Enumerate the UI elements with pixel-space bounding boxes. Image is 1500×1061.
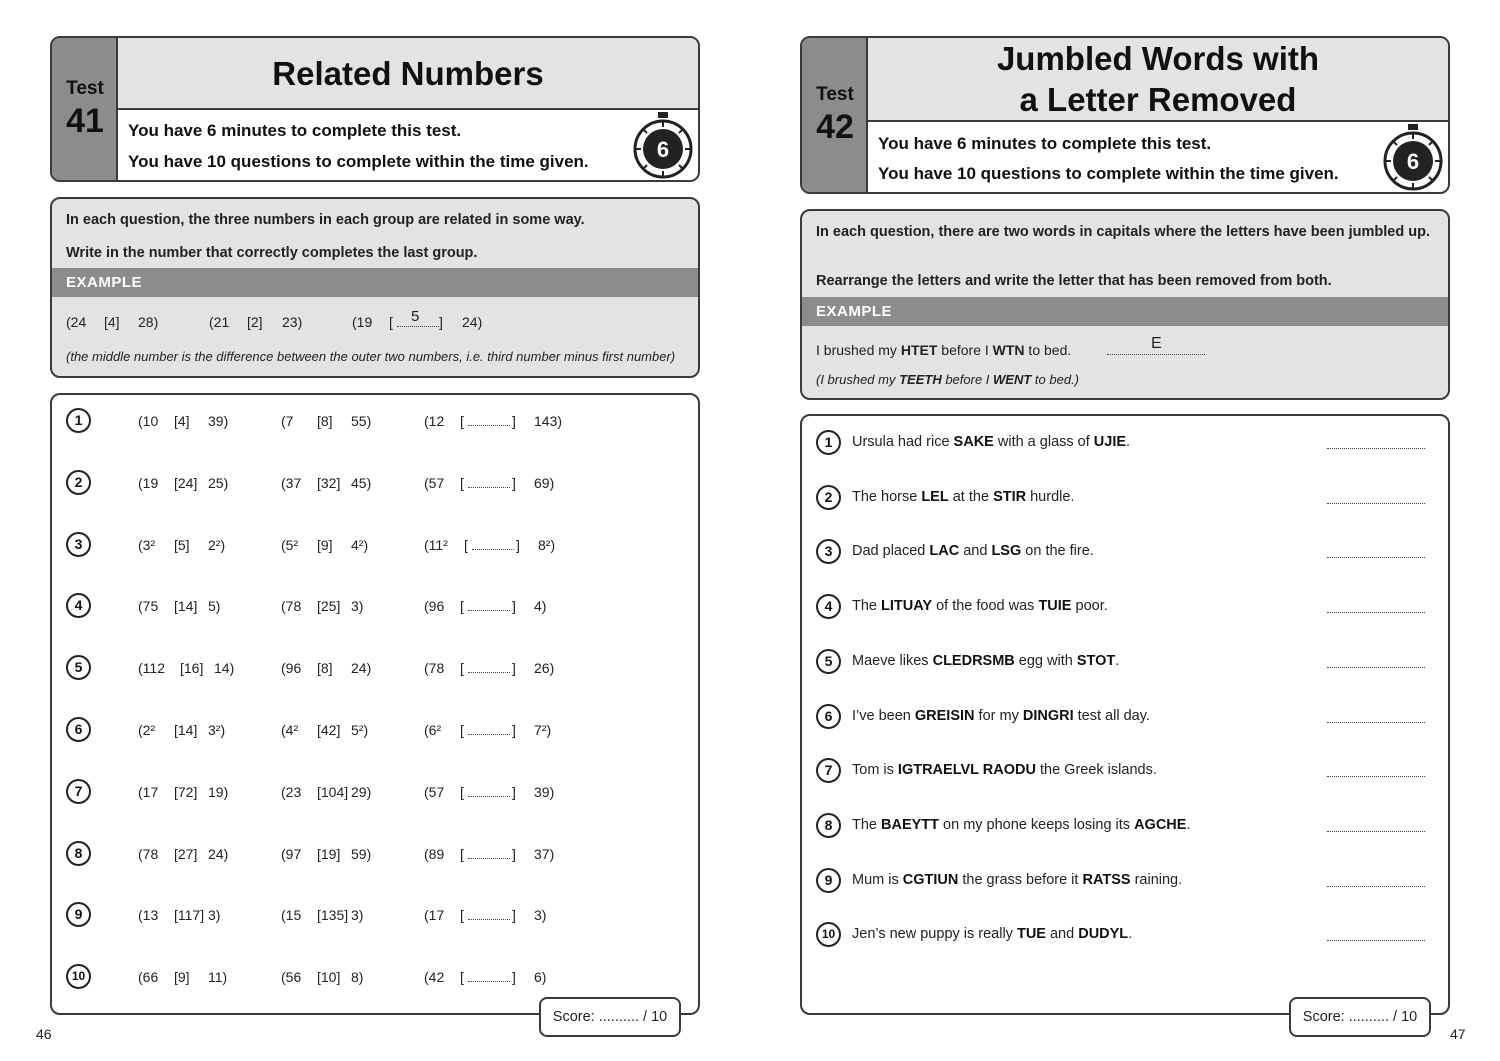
example-group-1-b: [4] xyxy=(104,314,120,330)
jumbled-word: GREISIN xyxy=(914,707,975,724)
example-group-2-b: [2] xyxy=(247,314,263,330)
jumbled-word: BAEYTT xyxy=(881,816,940,833)
jumbled-word: HTET xyxy=(900,342,938,358)
example-group-3-a: (19 xyxy=(352,314,373,330)
group-value: 39) xyxy=(534,783,555,800)
group-value: [117] xyxy=(174,907,205,924)
number-group xyxy=(281,413,411,431)
title-area xyxy=(868,38,1448,122)
example-group-2-a: (21 xyxy=(209,314,230,330)
answer-bracket-close: ] xyxy=(512,474,516,491)
number-group xyxy=(138,846,268,864)
sentence-text: I’ve been xyxy=(852,707,915,724)
jumbled-word: LSG xyxy=(991,543,1022,560)
example-group-3-c: 24) xyxy=(462,314,483,330)
test-number: 42 xyxy=(816,108,854,146)
number-group xyxy=(281,598,411,616)
jumbled-word: LEL xyxy=(921,488,949,505)
instructions-box xyxy=(50,197,700,378)
question-number: 8 xyxy=(816,813,841,838)
question-sentence xyxy=(852,708,1150,724)
example-bracket-close: ] xyxy=(439,314,443,330)
number-group xyxy=(281,969,411,987)
group-value: 14) xyxy=(214,660,235,677)
sentence-text: with a glass of xyxy=(993,434,1094,450)
title-line-2: a Letter Removed xyxy=(1019,81,1297,118)
question-sentence xyxy=(852,872,1182,888)
sentence-text: to bed. xyxy=(1024,342,1072,358)
jumbled-word: IGTRAELVL RAODU xyxy=(897,762,1036,779)
sentence-text: the Greek islands. xyxy=(1035,762,1157,779)
group-value: (7 xyxy=(281,413,294,429)
answer-input-line[interactable] xyxy=(468,786,510,797)
question-sentence xyxy=(852,489,1074,505)
group-value: (4² xyxy=(281,722,299,738)
group-value: (17 xyxy=(424,907,445,924)
group-value: [5] xyxy=(174,536,190,553)
question-count-text: You have 10 questions to complete within the time given. xyxy=(128,152,589,171)
test-41-header xyxy=(50,36,700,182)
answer-input-line[interactable] xyxy=(468,909,510,920)
sentence-text: The xyxy=(852,816,882,833)
group-value: 3) xyxy=(351,907,364,924)
sentence-text: . xyxy=(1186,816,1191,833)
answer-input-line[interactable] xyxy=(1327,612,1425,613)
jumbled-word: STOT xyxy=(1076,652,1116,669)
sentence-text: and xyxy=(959,543,992,560)
question-number: 1 xyxy=(66,408,91,433)
group-value: (37 xyxy=(281,474,302,491)
test-tab xyxy=(802,38,868,192)
question-sentence xyxy=(852,434,1130,450)
group-value: (13 xyxy=(138,907,159,924)
sentence-text: Maeve likes xyxy=(852,652,933,669)
group-value: (57 xyxy=(424,474,445,491)
group-value: 5²) xyxy=(351,722,369,738)
question-number: 3 xyxy=(66,532,91,557)
question-number: 2 xyxy=(66,470,91,495)
group-value: 24) xyxy=(351,660,372,677)
title-line-1: Jumbled Words with xyxy=(996,40,1320,77)
jumbled-word: CLEDRSMB xyxy=(932,652,1015,669)
sentence-text: Jen’s new puppy is really xyxy=(852,926,1017,943)
group-value: 59) xyxy=(351,845,372,862)
group-value: 5) xyxy=(208,598,221,615)
question-number: 8 xyxy=(66,841,91,866)
question-sentence xyxy=(852,926,1132,942)
group-value: [42] xyxy=(317,722,341,738)
sentence-text: Mum is xyxy=(852,871,903,888)
group-value: 55) xyxy=(351,413,372,429)
sentence-text: . xyxy=(1115,652,1120,669)
answer-group xyxy=(424,722,584,740)
sentence-text: hurdle. xyxy=(1026,488,1075,505)
group-value: 6) xyxy=(534,969,547,986)
sentence-text: poor. xyxy=(1071,598,1108,615)
question-number: 7 xyxy=(66,779,91,804)
sentence-text: The xyxy=(852,598,882,615)
question-number: 5 xyxy=(816,649,841,674)
answer-bracket-open: [ xyxy=(460,907,464,924)
timer-value: 6 xyxy=(656,137,670,162)
sentence-text: Ursula had rice xyxy=(852,434,954,450)
sentence-text: . xyxy=(1126,434,1131,450)
group-value: 25) xyxy=(208,474,229,491)
jumbled-word: DUDYL xyxy=(1078,926,1129,943)
answer-group xyxy=(424,907,584,925)
question-number: 4 xyxy=(816,594,841,619)
test-label: Test xyxy=(816,84,854,105)
answer-bracket-close: ] xyxy=(512,598,516,615)
question-number: 4 xyxy=(66,593,91,618)
group-value: [16] xyxy=(180,660,204,677)
answer-input-line[interactable] xyxy=(468,662,510,673)
sentence-text: . xyxy=(1128,926,1133,943)
answer-input-line[interactable] xyxy=(468,848,510,859)
sentence-text: the grass before it xyxy=(958,871,1083,888)
answer-bracket-close: ] xyxy=(512,722,516,738)
group-value: (11² xyxy=(424,536,448,553)
example-bracket-open: [ xyxy=(389,314,393,330)
answer-bracket-open: [ xyxy=(460,845,464,862)
question-number: 10 xyxy=(66,964,91,989)
group-value: (97 xyxy=(281,845,302,862)
group-value: 8) xyxy=(351,969,364,986)
jumbled-word: DINGRI xyxy=(1022,707,1074,724)
sentence-text: I brushed my xyxy=(816,342,901,358)
group-value: 3) xyxy=(534,907,547,924)
jumbled-word: LAC xyxy=(929,543,960,560)
answer-group xyxy=(424,537,584,555)
sentence-text: before I xyxy=(937,342,993,358)
example-group-2-c: 23) xyxy=(282,314,303,330)
example-group-1-a: (24 xyxy=(66,314,87,330)
group-value: [25] xyxy=(317,598,341,615)
answer-input-line[interactable] xyxy=(1327,831,1425,832)
question-number: 7 xyxy=(816,758,841,783)
test-tab xyxy=(52,38,118,180)
sentence-text: before I xyxy=(941,372,994,387)
jumbled-word: WTN xyxy=(992,342,1025,358)
group-value: (15 xyxy=(281,907,302,924)
group-value: 4) xyxy=(534,598,547,615)
number-group xyxy=(138,907,268,925)
instructions-box xyxy=(800,209,1450,400)
answer-input-line[interactable] xyxy=(1327,448,1425,449)
group-value: [10] xyxy=(317,969,341,986)
group-value: 69) xyxy=(534,474,555,491)
group-value: 2²) xyxy=(208,536,226,553)
answer-input-line[interactable] xyxy=(1327,776,1425,777)
score-box: Score: .......... / 10 xyxy=(1289,997,1431,1037)
example-groups xyxy=(66,308,686,334)
number-group xyxy=(281,722,411,740)
group-value: [9] xyxy=(317,536,333,553)
example-label: EXAMPLE xyxy=(802,297,1448,326)
question-sentence xyxy=(852,543,1094,559)
number-group xyxy=(138,660,268,678)
group-value: [104] xyxy=(317,783,349,800)
number-group xyxy=(281,846,411,864)
group-value: 3) xyxy=(208,907,221,924)
number-group xyxy=(138,537,268,555)
question-number: 10 xyxy=(816,922,841,947)
group-value: (5² xyxy=(281,536,299,553)
questions-box xyxy=(50,393,700,1015)
group-value: 143) xyxy=(534,413,563,429)
group-value: [24] xyxy=(174,474,198,491)
instruction-1: In each question, the three numbers in each group are related in some way. xyxy=(66,212,585,228)
answer-group xyxy=(424,846,584,864)
group-value: [32] xyxy=(317,474,341,491)
jumbled-word: TUE xyxy=(1016,926,1046,943)
group-value: 8²) xyxy=(538,536,556,553)
question-number: 1 xyxy=(816,430,841,455)
answer-input-line[interactable] xyxy=(1327,886,1425,887)
sentence-text: Dad placed xyxy=(852,543,930,560)
answer-bracket-open: [ xyxy=(460,413,464,429)
number-group xyxy=(281,537,411,555)
number-group xyxy=(138,413,268,431)
instruction-2: Rearrange the letters and write the letter that has been removed from both. xyxy=(816,273,1332,289)
group-value: 37) xyxy=(534,845,555,862)
answer-input-line[interactable] xyxy=(468,971,510,982)
question-number: 3 xyxy=(816,539,841,564)
group-value: (78 xyxy=(138,845,159,862)
group-value: (75 xyxy=(138,598,159,615)
answer-input-line[interactable] xyxy=(1327,722,1425,723)
sentence-text: raining. xyxy=(1130,871,1183,888)
number-group xyxy=(281,784,411,802)
group-value: 3²) xyxy=(208,722,226,738)
group-value: 3) xyxy=(351,598,364,615)
group-value: (3² xyxy=(138,536,156,553)
group-value: 26) xyxy=(534,660,555,677)
title-area xyxy=(118,38,698,110)
jumbled-word: CGTIUN xyxy=(902,871,959,888)
page-number: 47 xyxy=(1450,1026,1466,1042)
jumbled-word: SAKE xyxy=(953,434,994,450)
number-group xyxy=(281,907,411,925)
answer-bracket-open: [ xyxy=(460,660,464,677)
question-sentence xyxy=(852,653,1119,669)
answer-bracket-open: [ xyxy=(460,783,464,800)
answer-input-line[interactable] xyxy=(468,600,510,611)
answer-bracket-close: ] xyxy=(512,907,516,924)
group-value: [14] xyxy=(174,598,198,615)
example-group-1-c: 28) xyxy=(138,314,159,330)
jumbled-word: STIR xyxy=(993,488,1027,505)
answer-group xyxy=(424,413,584,431)
jumbled-word: LITUAY xyxy=(881,598,933,615)
group-value: (112 xyxy=(138,660,165,677)
question-number: 9 xyxy=(816,868,841,893)
number-group xyxy=(138,598,268,616)
group-value: (96 xyxy=(281,660,302,677)
answer-bracket-open: [ xyxy=(460,722,464,738)
group-value: (96 xyxy=(424,598,445,615)
sentence-text: to bed.) xyxy=(1031,372,1080,387)
group-value: (66 xyxy=(138,969,159,986)
answer-input-line[interactable] xyxy=(1327,940,1425,941)
example-note xyxy=(816,372,1079,387)
group-value: (56 xyxy=(281,969,302,986)
page-title: Related Numbers xyxy=(272,54,544,92)
group-value: 29) xyxy=(351,783,372,800)
answer-bracket-close: ] xyxy=(512,413,516,429)
answer-bracket-close: ] xyxy=(512,660,516,677)
jumbled-word: AGCHE xyxy=(1134,816,1187,833)
answer-group xyxy=(424,969,584,987)
score-box: Score: .......... / 10 xyxy=(539,997,681,1037)
stopwatch-icon xyxy=(632,110,694,180)
group-value: [8] xyxy=(317,660,333,677)
answer-bracket-open: [ xyxy=(460,969,464,986)
answer-bracket-close: ] xyxy=(512,783,516,800)
answer-input-line[interactable] xyxy=(472,539,514,550)
jumbled-word: TEETH xyxy=(899,372,942,387)
question-number: 5 xyxy=(66,655,91,680)
sentence-text: on the fire. xyxy=(1021,543,1094,560)
jumbled-word: WENT xyxy=(993,372,1032,387)
sentence-text: on my phone keeps losing its xyxy=(939,816,1135,833)
time-limit-text: You have 6 minutes to complete this test. xyxy=(128,121,462,140)
answer-bracket-open: [ xyxy=(460,474,464,491)
group-value: (17 xyxy=(138,783,159,800)
question-sentence xyxy=(852,762,1157,778)
number-group xyxy=(138,969,268,987)
group-value: (23 xyxy=(281,783,302,800)
answer-bracket-close: ] xyxy=(516,536,520,553)
number-group xyxy=(281,475,411,493)
test-number: 41 xyxy=(66,102,104,140)
sentence-text: at the xyxy=(948,488,994,505)
number-group xyxy=(138,722,268,740)
answer-input-line[interactable] xyxy=(1327,503,1425,504)
answer-input-line[interactable] xyxy=(468,415,510,426)
group-value: (2² xyxy=(138,722,156,738)
jumbled-word: UJIE xyxy=(1093,434,1127,450)
group-value: [14] xyxy=(174,722,198,738)
time-limit-text: You have 6 minutes to complete this test. xyxy=(878,134,1212,153)
group-value: 45) xyxy=(351,474,372,491)
answer-group xyxy=(424,598,584,616)
question-number: 6 xyxy=(66,717,91,742)
answer-bracket-open: [ xyxy=(460,598,464,615)
answer-group xyxy=(424,784,584,802)
example-label: EXAMPLE xyxy=(52,268,698,297)
page-title xyxy=(997,38,1319,120)
instruction-2: Write in the number that correctly completes the last group. xyxy=(66,245,478,261)
sentence-text: The horse xyxy=(852,488,922,505)
page-number: 46 xyxy=(36,1026,52,1042)
sentence-text: and xyxy=(1045,926,1079,943)
sentence-text: (I brushed my xyxy=(816,372,900,387)
answer-group xyxy=(424,475,584,493)
instruction-1: In each question, there are two words in capitals where the letters have been jumbled up. xyxy=(816,224,1430,240)
question-sentence xyxy=(852,817,1190,833)
answer-input-line[interactable] xyxy=(1327,667,1425,668)
example-note: (the middle number is the difference between the outer two numbers, i.e. third number minus first number) xyxy=(66,349,676,364)
stopwatch-icon xyxy=(1382,122,1444,192)
answer-input-line[interactable] xyxy=(468,477,510,488)
group-value: 4²) xyxy=(351,536,369,553)
group-value: 11) xyxy=(208,969,228,986)
jumbled-word: RATSS xyxy=(1082,871,1131,888)
sentence-text: for my xyxy=(974,707,1023,724)
group-value: (89 xyxy=(424,845,445,862)
group-value: [72] xyxy=(174,783,198,800)
sentence-text: of the food was xyxy=(932,598,1039,615)
example-answer: E xyxy=(1151,335,1162,352)
group-value: [27] xyxy=(174,845,198,862)
group-value: [135] xyxy=(317,907,349,924)
example-sentence xyxy=(816,342,1071,358)
answer-bracket-close: ] xyxy=(512,845,516,862)
question-number: 2 xyxy=(816,485,841,510)
questions-box xyxy=(800,414,1450,1015)
timer-value: 6 xyxy=(1406,149,1420,174)
group-value: (42 xyxy=(424,969,445,986)
sentence-text: egg with xyxy=(1014,652,1077,669)
sentence-text: test all day. xyxy=(1073,707,1150,724)
group-value: (78 xyxy=(281,598,302,615)
question-number: 6 xyxy=(816,704,841,729)
answer-input-line[interactable] xyxy=(1327,557,1425,558)
answer-bracket-close: ] xyxy=(512,969,516,986)
question-number: 9 xyxy=(66,902,91,927)
answer-group xyxy=(424,660,584,678)
page-47 xyxy=(750,0,1500,1061)
question-count-text: You have 10 questions to complete within the time given. xyxy=(878,164,1339,183)
answer-bracket-open: [ xyxy=(464,536,468,553)
answer-input-line[interactable] xyxy=(468,724,510,735)
number-group xyxy=(281,660,411,678)
example-answer-line xyxy=(1107,354,1205,355)
sentence-text: Tom is xyxy=(852,762,898,779)
group-value: (6² xyxy=(424,722,442,738)
group-value: (78 xyxy=(424,660,445,677)
group-value: [8] xyxy=(317,413,333,429)
group-value: [9] xyxy=(174,969,190,986)
example-answer: 5 xyxy=(411,308,420,325)
group-value: 19) xyxy=(208,783,229,800)
group-value: [4] xyxy=(174,413,190,429)
group-value: (12 xyxy=(424,413,445,429)
group-value: [19] xyxy=(317,845,341,862)
group-value: 39) xyxy=(208,413,229,429)
group-value: 24) xyxy=(208,845,229,862)
group-value: (57 xyxy=(424,783,445,800)
group-value: 7²) xyxy=(534,722,552,738)
question-sentence xyxy=(852,598,1108,614)
test-42-header xyxy=(800,36,1450,194)
number-group xyxy=(138,475,268,493)
group-value: (10 xyxy=(138,413,159,429)
jumbled-word: TUIE xyxy=(1038,598,1072,615)
test-label: Test xyxy=(66,78,104,99)
group-value: (19 xyxy=(138,474,159,491)
number-group xyxy=(138,784,268,802)
